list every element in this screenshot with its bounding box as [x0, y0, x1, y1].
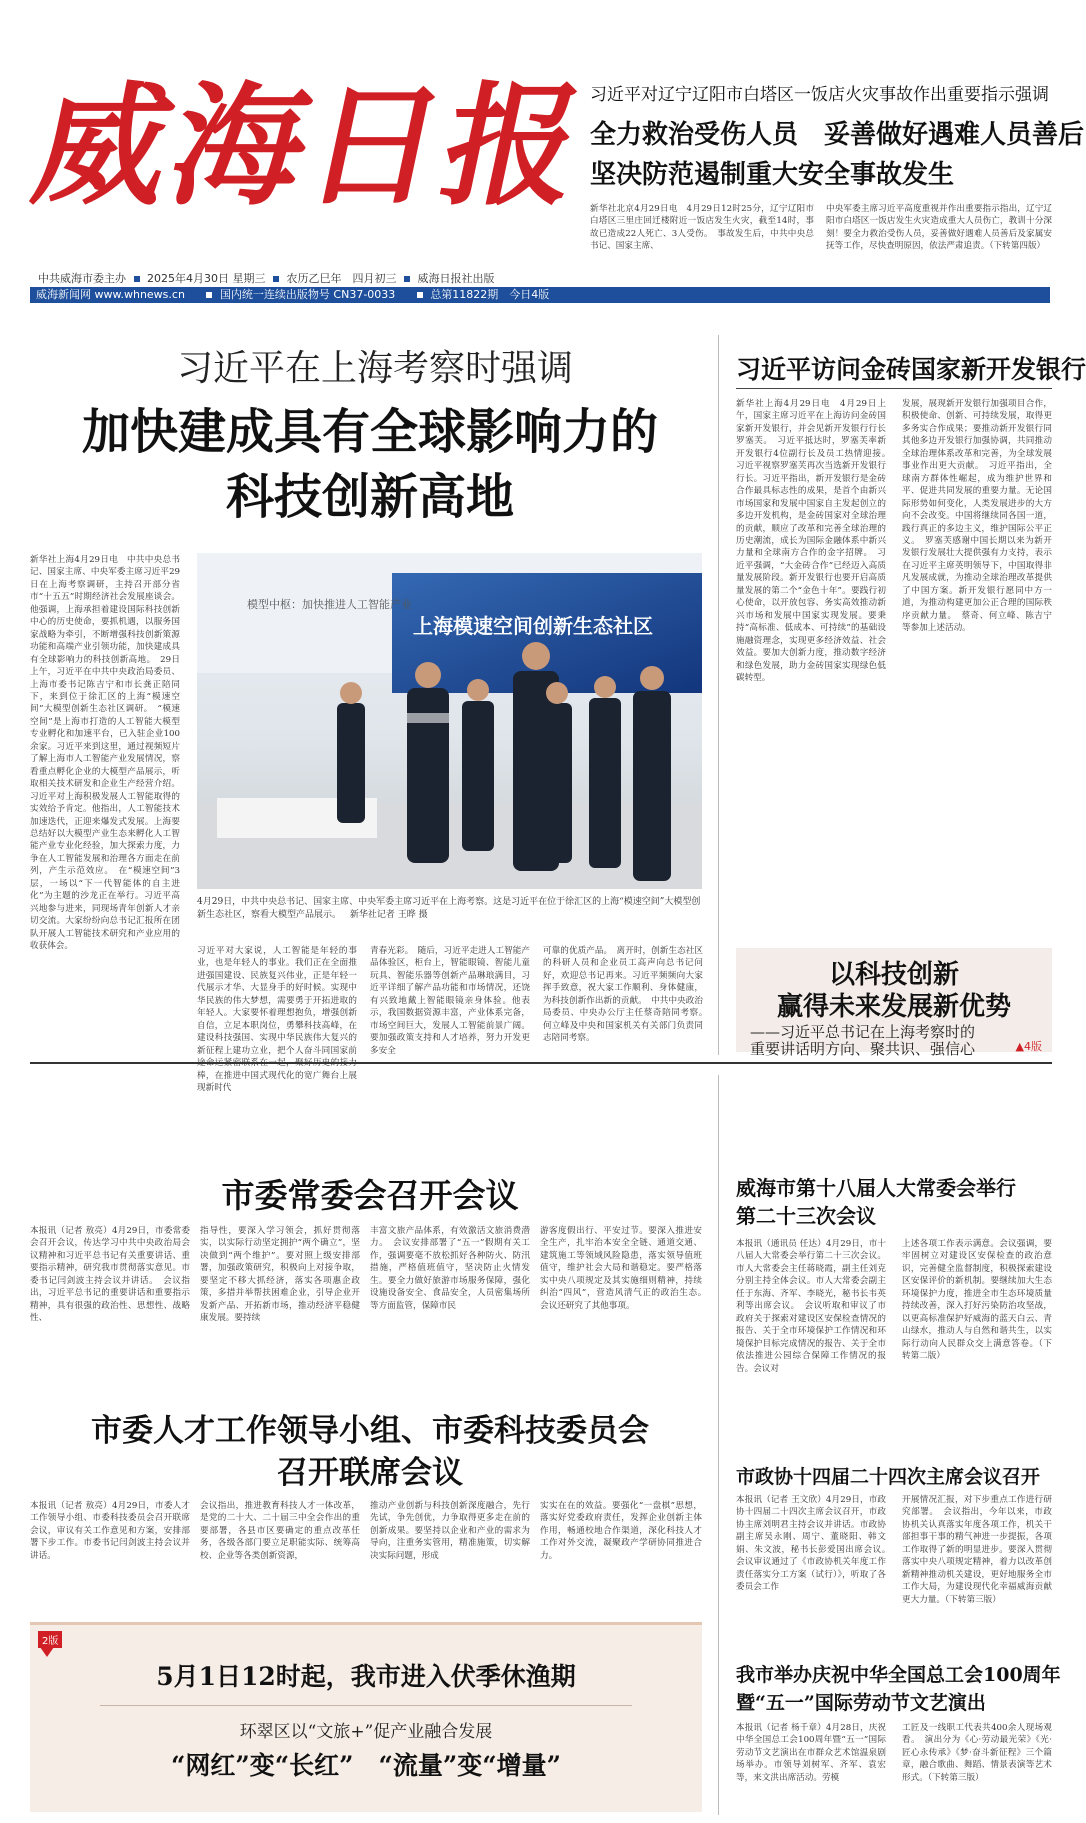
jinzhuan-rule — [736, 388, 1052, 389]
promo-page-ref[interactable]: ▲4版 — [1015, 1040, 1042, 1053]
standing-col-1: 本报讯（记者 敖亮）4月29日，市委常委会召开会议，传达学习中共中央政治局会议精神和习近平总书记有关重要讲话、重要指示精神，研究我市贯彻落实意见。市委书记闫剑波主持会议并讲话。 会议指出，习近平总书记的重要讲话和重要指示精神，具有很强的政治性、思想性、战略性、 — [30, 1226, 190, 1324]
top-story-col-2: 中央军委主席习近平高度重视并作出重要指示指出，辽宁辽阳市白塔区一饭店发生火灾造成重大人员伤亡，教训十分深刻！要全力救治受伤人员，妥善做好遇难人员善后及家属安抚等工作，尽快查明原因，依法严肃追责。（下转第四版） — [826, 204, 1052, 252]
photo-credit: 新华社记者 王晔 摄 — [349, 909, 428, 920]
standing-col-3: 丰富文旅产品体系，有效激活文旅消费潜力。 会议安排部署了“五一”假期有关工作，强调要毫不放松抓好各种防火、防汛措施，严格值班值守，坚决防止火情发生。要全力做好旅游市场服务保障，强化设施设备安全、食品安全，人员密集场所等方面监管，保障市民 — [370, 1226, 530, 1311]
talent-headline-1: 市委人才工作领导小组、市委科技委员会 — [91, 1413, 649, 1449]
separator-icon — [273, 276, 279, 282]
talent-col-1: 本报讯（记者 敖亮）4月29日，市委人才工作领导小组、市委科技委员会召开联席会议，审议有关工作意见和方案，安排部署下步工作。市委书记闫剑波主持会议并讲话。 — [30, 1501, 190, 1561]
separator-icon — [417, 292, 423, 298]
masthead-issue: 总第11822期 今日4版 — [430, 288, 550, 301]
jinzhuan-col-2: 发展，展现新开发银行加强项目合作，积极使命、创新、可持续发展，取得更多务实合作成果；要推动新开发银行同其他多边开发银行加强协调，共同推动全球治理体系改革和完善，为全球发展事业作出更大贡献。 习近平指出，全球南方群体性崛起，成为维护世界和平、促进共同发展的重要力量。无论国际形势如何变化，人类发展进步的大方向不会改变。中国将继续同各国一道，践行真正的多边主义，维护国际公平正义。 罗塞芙感谢中国长期以来为新开发银行发展壮大提供强有力支持，表示在习近平主席英明领导下，中国取得非凡发展成就，为推动全球治理改革提供了中国方案。新开发银行愿同中方一道，为推动构建更加公正合理的国际秩序贡献力量。 蔡奇、何立峰、陈吉宁等参加上述活动。 — [902, 399, 1052, 634]
top-story-kicker: 习近平对辽宁辽阳市白塔区一饭店火灾事故作出重要指示强调 — [590, 85, 1049, 105]
standing-headline: 市委常委会召开会议 — [221, 1176, 519, 1215]
masthead-press: 威海日报社出版 — [417, 272, 495, 285]
lead-col-b3: 可靠的优质产品。 离开时，创新生态社区的科研人员和企业员工高声向总书记问好，欢迎总书记再来。习近平频频向大家挥手致意，祝大家工作顺利、身体健康，为科技创新作出新的贡献。 中共中央政治局委员、中央办公厅主任蔡奇陪同考察。 何立峰及中央和国家机关有关部门负责同志陪同考察。 — [543, 946, 712, 1044]
separator-icon — [404, 276, 410, 282]
separator-icon — [134, 276, 140, 282]
promo-subtitle-1: ——习近平总书记在上海考察时的 — [750, 1023, 976, 1041]
masthead-publisher: 中共威海市委主办 — [38, 272, 126, 285]
lead-col-b1: 习近平对大家说，人工智能是年轻的事业，也是年轻人的事业。我们正在全面推进强国建设、民族复兴伟业，正是年轻一代展示才华、大显身手的好时候。实现中华民族的伟大梦想，需要勇于开拓进取的年轻人。大家要怀着理想抱负，增强创新自信，立足本职岗位，勇攀科技高峰，在建设科技强国、实现中华民族伟大复兴的新征程上建功立业，把个人奋斗同国家前 棒，在推进中国式现代化的宽广舞台上展现新时代 — [197, 946, 357, 1093]
lead-col-left: 新华社上海4月29日电 中共中央总书记、国家主席、中央军委主席习近平29日在上海考察调研，主持召开部分省市“十五五”时期经济社会发展座谈会。他强调，上海承担着建设国际科技创新中心的历史使命，要抓机遇，以服务国家战略为牵引，不断增强科技创新策源功能和高端产业引领功能，加快建成具有全球影响力的科技创新高地。 29日上午，习近平在中共中央政治局委员、上海市委书记陈吉宁和市长龚正陪同下，来到位于徐汇区的上海“模速空间”大模型创新生态社区调研。 “模速空间”是上海市打造的人工智能大模型专业孵化和加速平台，已入驻企业100余家。习近平来到这里，通过视频短片了解上海市人工智能产业发展情况，察看重点孵化企业的大模型产品展示，听取相关技术研发和企业生产经营介绍。习近平对上海积极发展人工智能取得的实效给予肯定。他指出，人工智能技术加速迭代，正迎来爆发式发展。上海要总结好以大模型产业生态来孵化人工智能产业专业化经验，加大探索力度，力争在人工智能发展和治理各方面走在前列，产生示范效应。 在“模速空间”3层，一场以“下一代智能体的自主进化”为主题的沙龙正在举行。习近平高兴地参与进来，同现场青年创新人才亲切交流。大家纷纷向总书记汇报所在团队开展人工智能技术研究和产业应用的收获体会。 — [30, 555, 180, 952]
page-pointer-icon — [40, 1647, 54, 1657]
promo-title-2: 赢得未来发展新优势 — [776, 992, 1011, 1022]
talent-col-3: 推动产业创新与科技创新深度融合，先行先试，争先创优，力争取得更多走在前的创新成果。要坚持以企业和产业的需求为导向，注重务实管用，精准施策，切实解决实际问题，形成 — [370, 1501, 530, 1561]
talent-col-2: 会议指出，推进教育科技人才一体改革，是党的二十大、二十届三中全会作出的重要部署，各县市区要确定的重点改革任务，各级各部门要立足职能实际、统筹高校、企业等各类创新资源， — [200, 1501, 360, 1561]
masthead-date: 2025年4月30日 星期三 — [147, 272, 266, 285]
mayday-headline-2: 暨“五一”国际劳动节文艺演出 — [736, 1692, 986, 1714]
photo-illustration — [197, 553, 702, 889]
separator-icon — [206, 292, 212, 298]
photo-sign-text: 上海模速空间创新生态社区 — [413, 614, 653, 638]
mayday-col-1: 本报讯（记者 杨千章）4月28日，庆祝中华全国总工会100周年暨“五一”国际劳动节文艺演出在市群众艺术馆温泉剧场举办。市领导刘树军、齐军、袁宏等，来文洪出席活动。劳模 — [736, 1723, 886, 1783]
masthead-website[interactable]: 威海新闻网 www.whnews.cn — [36, 288, 185, 301]
photo-caption — [197, 896, 702, 932]
top-story-col-1: 新华社北京4月29日电 4月29日12时25分，辽宁辽阳市白塔区三里庄回迁楼附近一饭店发生火灾，截至14时，事故已造成22人死亡、3人受伤。 事故发生后，中共中央总书记、国家主席、 — [590, 204, 814, 252]
npc-col-1: 本报讯（通讯员 任达）4月29日，市十八届人大常委会举行第二十三次会议。市人大常委会主任蒋晓霞，副主任刘克分别主持全体会议。市人大常委会副主任于东海、齐军、李晓光，秘书长韦英利等出席会议。 会议听取和审议了市政府关于探索对建设区安保检查情况的报告、关于全市环境保护工作情况和环境保护目标完成情况的报告、关于全市依法推进公园综合保障工作情况的报告。会议对 — [736, 1239, 886, 1374]
column-divider — [718, 1075, 719, 1815]
jinzhuan-col-1: 新华社上海4月29日电 4月29日上午，国家主席习近平在上海访问金砖国家新开发银行，并会见新开发银行行长罗塞芙。 习近平抵达时，罗塞芙率新开发银行4位副行长及员工热情迎接。 习近平视察罗塞芙再次当选新开发银行行长。习近平指出，新开发银行是金砖合作最具标志性的成果，是首个由新兴市场国家和发展中国家自主发起创立的多边开发机构，是金砖国家对全球治理的贡献，顺应了改革和完善全球治理的历史潮流，成长为国际金融体系中新兴力量和全球南方合作的金字招牌。 习近平强调，“大金砖合作”已经迈入高质量发展阶段。新开发银行也要开启高质量发展的第二个“金色十年”。要践行初心使命，以开放包容、务实高效推动新兴市场和发展中国家实现发展。要秉持“高标准、低成本、可持续”的基础设施融资理念，实现更多经济效益、社会效益。要加大创新力度，推动数字经济和绿色发展，助力金砖国家实现绿色低碳转型。 — [736, 399, 895, 683]
masthead-logo: 威海日报 — [21, 69, 599, 224]
lead-headline-2: 科技创新高地 — [225, 469, 514, 525]
masthead-info — [38, 270, 608, 286]
promo-title-1: 以科技创新 — [828, 960, 959, 990]
lead-photo — [197, 553, 702, 889]
page-label[interactable]: 2版 — [38, 1631, 62, 1648]
column-divider — [718, 335, 719, 1055]
masthead-bar — [30, 287, 1050, 303]
talent-col-4: 实实在在的效益。要强化“一盘棋”思想，落实好党委政府责任，发挥企业创新主体作用，畅通校地合作渠道，深化科技人才工作对外交流，凝聚政产学研协同推进合力。 — [540, 1501, 702, 1561]
cppcc-headline: 市政协十四届二十四次主席会议召开 — [736, 1466, 1041, 1488]
fishing-headline[interactable]: 5月1日12时起，我市进入伏季休渔期 — [156, 1662, 576, 1691]
lead-headline-1: 加快建成具有全球影响力的 — [81, 404, 658, 460]
cppcc-col-1: 本报讯（记者 王文欣）4月29日，市政协十四届二十四次主席会议召开，市政协主席刘明君主持会议并讲话。市政协副主席吴永刚、周宁、董晓阳、韩文娟、朱文波，秘书长彭爱国出席会议。 会议审议通过了《市政协机关年度工作责任落实分工方案（试行）》，听取了各委员会工作 — [736, 1495, 895, 1593]
photo-caption-text: 4月29日，中共中央总书记、国家主席、中央军委主席习近平在上海考察。这是习近平在位于徐汇区的上海“模速空间”大模型创新生态社区，察看大模型产品展示。 — [197, 897, 701, 920]
lead-col-b2: 青春光彩。 随后，习近平走进人工智能产品体验区，柜台上，智能眼镜、智能儿童玩具、智能乐器等创新产品琳琅满目，习近平详细了解产品功能和市场情况，还饶有兴致地戴上智能眼镜亲身体验。他表示，我国数据资源丰富，产业体系完备，市场空间巨大，发展人工智能前景广阔。要加强政策支持和人才培养，努力开发更多安全 — [370, 946, 530, 1056]
photo-sign-small: 模型中枢：加快推进人工智能产业 — [247, 598, 412, 611]
section-divider — [30, 1062, 1052, 1064]
fishing-kicker: 环翠区以“文旅+”促产业融合发展 — [239, 1722, 493, 1742]
npc-headline-1: 威海市第十八届人大常委会举行 — [736, 1176, 1016, 1200]
mayday-col-2: 工匠及一线职工代表共400余人现场观看。 演出分为《心·劳动最光荣》《光·匠心永传承》《梦·奋斗新征程》三个篇章，融合歌曲、舞蹈、情景表演等艺术形式。（下转第三版） — [902, 1723, 1052, 1783]
lead-kicker: 习近平在上海考察时强调 — [176, 348, 573, 389]
mayday-headline-1: 我市举办庆祝中华全国总工会100周年 — [736, 1664, 1061, 1686]
fishing-sub[interactable]: “网红”变“长红” “流量”变“增量” — [170, 1751, 562, 1780]
npc-col-2: 上述各项工作表示满意。会议强调，要牢固树立对建设区安保检查的政治意识，完善健全监督制度，积极探索建设区安保评价的新机制。要继续加大生态环境保护力度，推进全市生态环境质量持续改善，深入打好污染防治攻坚战，以更高标准保护好威海的蓝天白云、青山绿水，推动人与自然和谐共生，以实际行动向人民群众交上满意答卷。（下转第二版） — [902, 1239, 1052, 1362]
promo-subtitle-2: 重要讲话明方向、聚共识、强信心 — [750, 1040, 976, 1058]
top-story-headline-1: 全力救治受伤人员 妥善做好遇难人员善后 — [590, 120, 1085, 150]
standing-col-2: 指导性，要深入学习领会，抓好贯彻落实，以实际行动坚定拥护“两个确立”，坚决做到“两个维护”。要对照上级安排部署，加强政策研究，积极向上对接争取，要坚定不移大抓经济，落实各项惠企政策，多措并举帮扶困难企业，引导企业开发新产品、开拓新市场，推动经济平稳健康发展。要持续 — [200, 1226, 360, 1324]
masthead-lunar: 农历乙巳年 四月初三 — [286, 272, 397, 285]
talent-headline-2: 召开联席会议 — [277, 1455, 463, 1491]
npc-headline-2: 第二十三次会议 — [736, 1204, 876, 1228]
fishing-box[interactable] — [30, 1622, 702, 1812]
top-story-headline-2: 坚决防范遏制重大安全事故发生 — [590, 160, 955, 190]
jinzhuan-headline: 习近平访问金砖国家新开发银行 — [736, 355, 1086, 384]
fishing-rule — [100, 1705, 632, 1706]
standing-col-4: 游客度假出行、平安过节。要深入推进安全生产，扎牢治本安全全链、通道交通、建筑施工等领域风险隐患，落实领导值班值守，维护社会大局和谐稳定。要严格落实中央八项规定及其实施细则精神，持续纠治“四风”，营造风清气正的政治生态。 会议还研究了其他事项。 — [540, 1226, 711, 1311]
cppcc-col-2: 开展情况汇报，对下步重点工作进行研究部署。 会议指出，今年以来，市政协机关认真落实年度各项工作，机关干部担事干事的精气神进一步提振，各项工作取得了新的明显进步。要深入贯彻落实中央八项规定精神，着力以改革创新精神推动机关建设，更好地服务全市工作大局，为建设现代化幸福威海贡献更大力量。（下转第三版） — [902, 1495, 1052, 1605]
masthead-issn: 国内统一连续出版物号 CN37-0033 — [219, 288, 396, 301]
promo-box[interactable] — [736, 948, 1052, 1058]
